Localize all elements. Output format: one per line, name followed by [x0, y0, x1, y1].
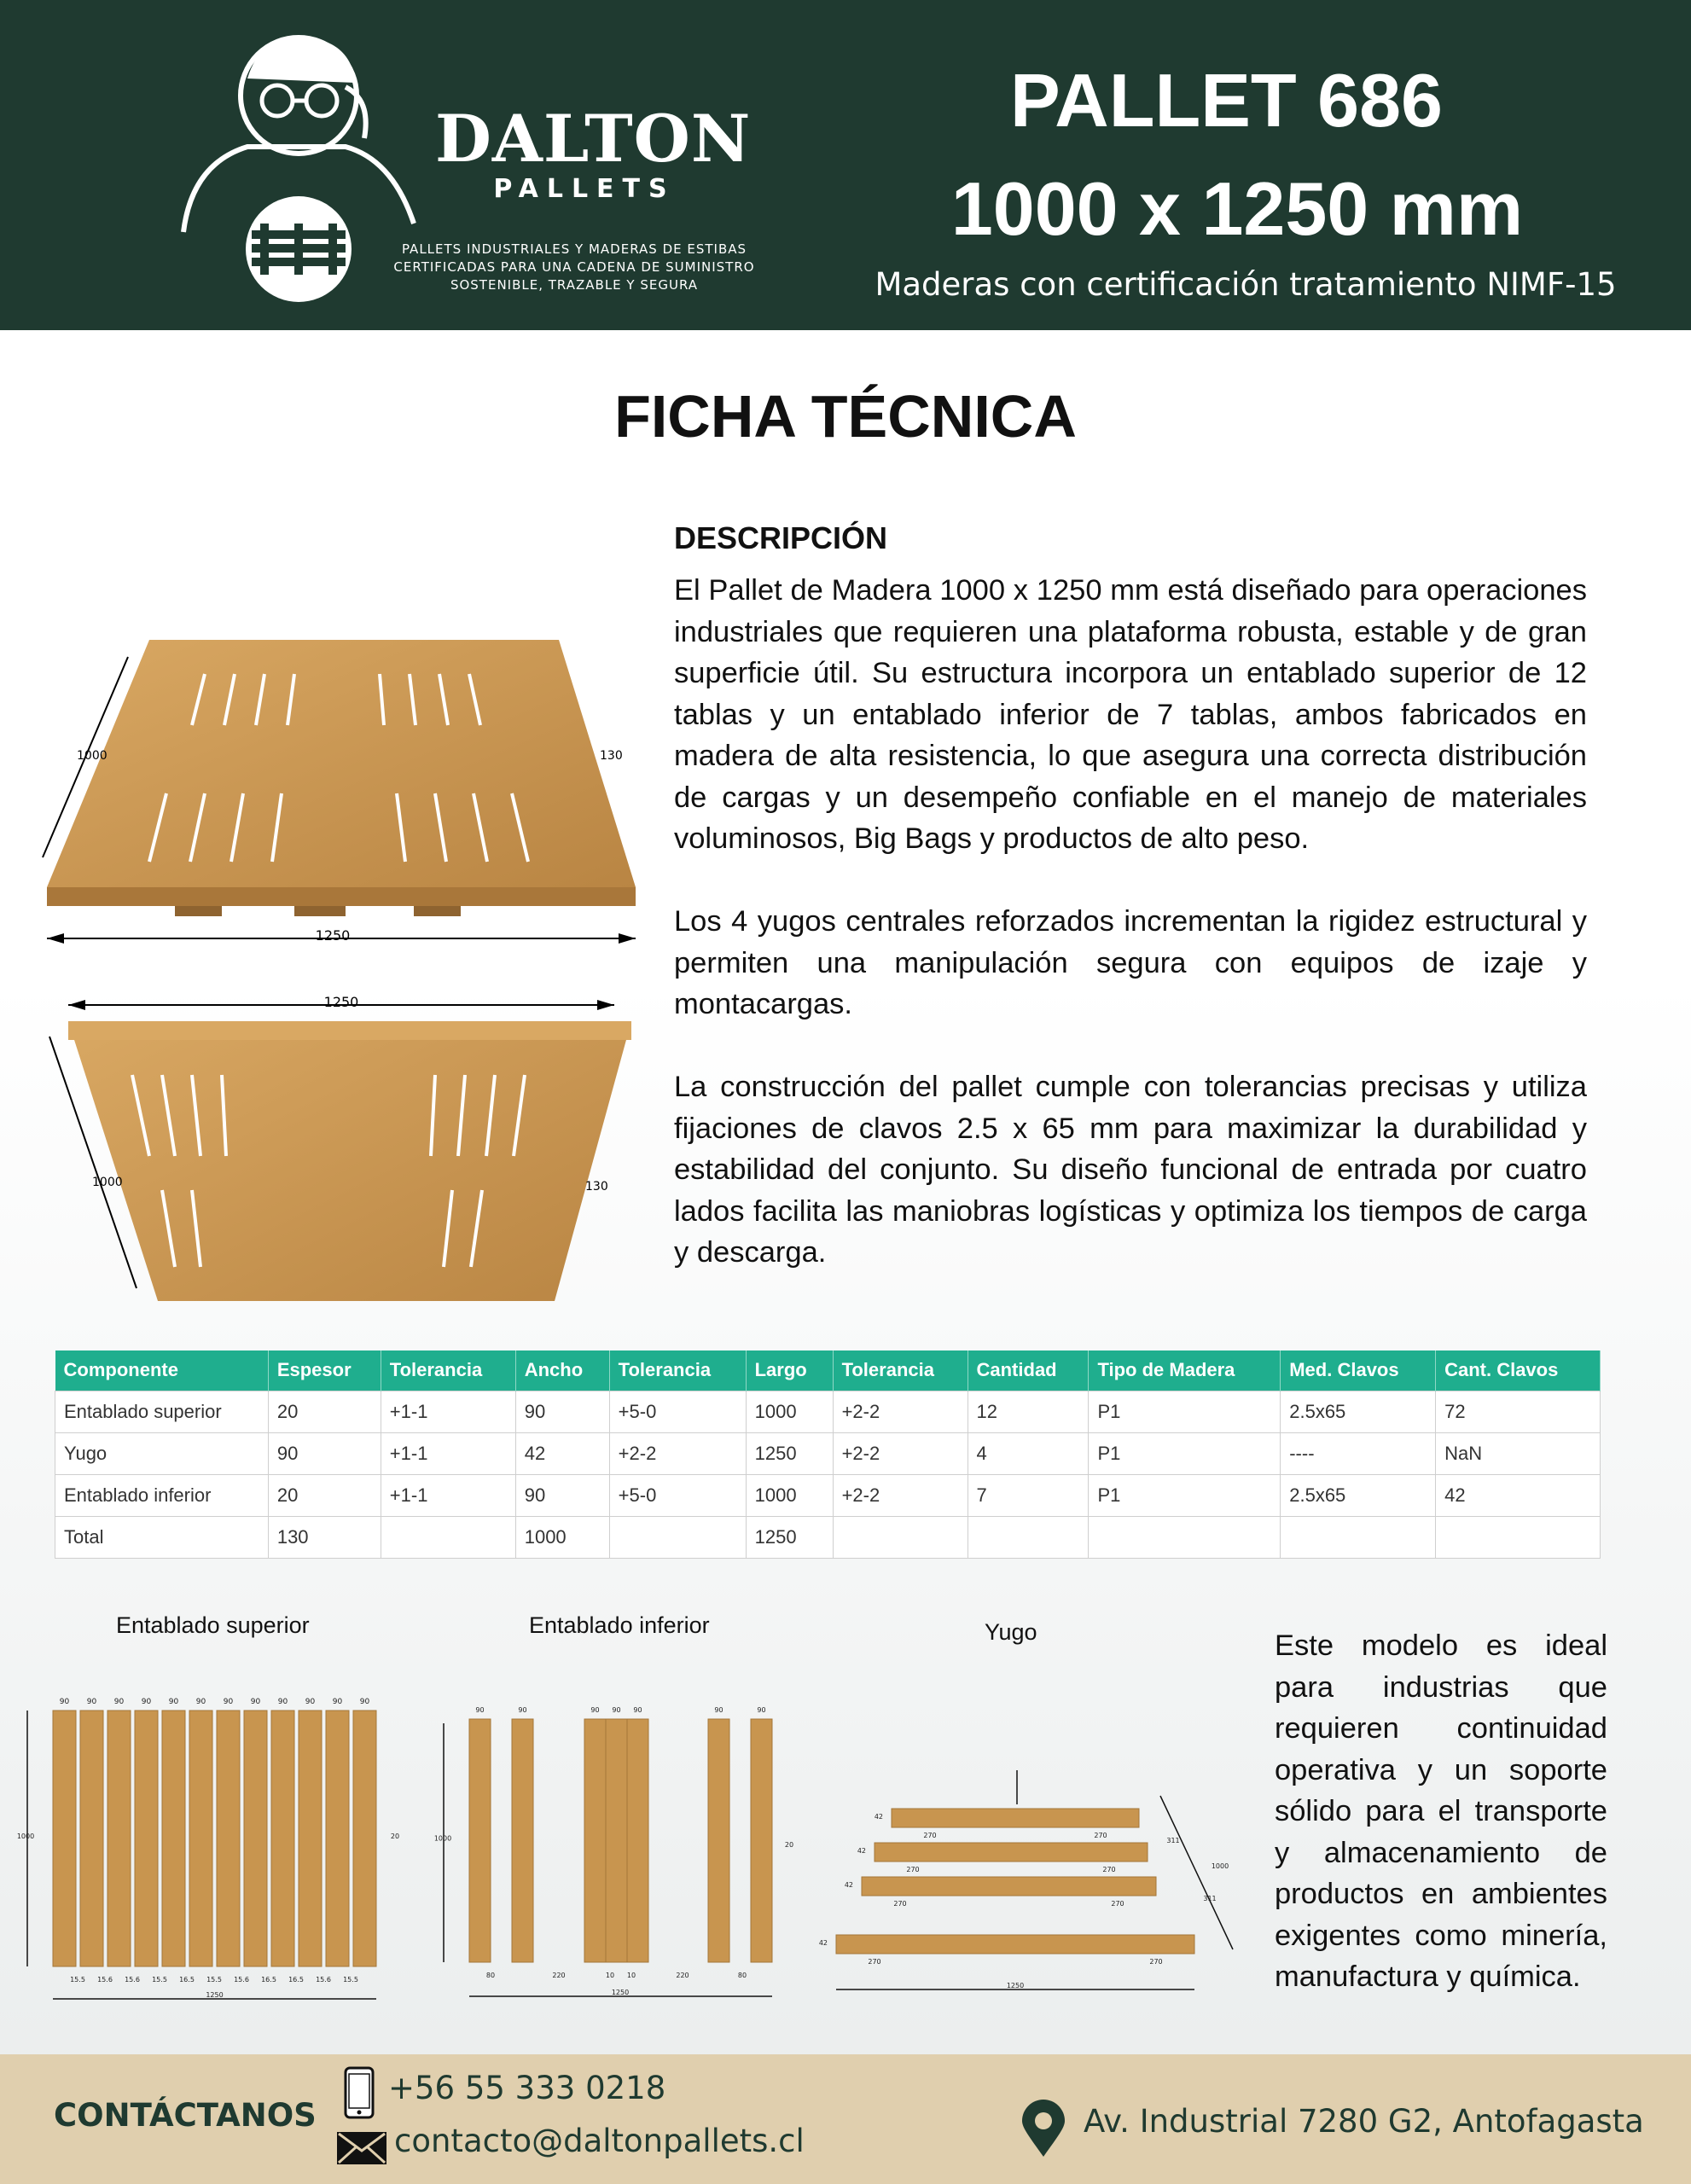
- board-width-label: 90: [141, 1698, 152, 1706]
- yugo-end-label: 270: [1102, 1866, 1116, 1873]
- yugo-end-label: 270: [906, 1866, 920, 1873]
- board-width-label: 90: [475, 1706, 485, 1714]
- table-cell: 7: [968, 1474, 1089, 1516]
- board-width-label: 90: [250, 1698, 261, 1706]
- board-width-label: 90: [277, 1698, 288, 1706]
- yugo-beam-mark: [892, 1809, 1139, 1827]
- header-banner: [0, 0, 1691, 330]
- board-width-label: 90: [714, 1706, 723, 1714]
- table-cell: P1: [1089, 1391, 1281, 1432]
- table-cell: 1000: [515, 1516, 609, 1558]
- spacing-label: 220: [552, 1972, 566, 1979]
- right-dim-label: 311: [1166, 1837, 1180, 1844]
- spacing-label: 80: [737, 1972, 747, 1979]
- product-size: 1000 x 1250 mm: [950, 166, 1524, 251]
- table-cell: [1281, 1516, 1436, 1558]
- entablado-inferior-diagram: [431, 1698, 794, 2013]
- board-mark: [469, 1719, 491, 1962]
- board-width-label: 90: [612, 1706, 621, 1714]
- board-width-label: 90: [633, 1706, 642, 1714]
- table-cell: 20: [268, 1474, 381, 1516]
- table-header-row: [55, 1350, 1601, 1391]
- table-cell: 12: [968, 1391, 1089, 1432]
- email-icon: [337, 2132, 386, 2164]
- yugo-end-label: 270: [923, 1832, 937, 1839]
- table-row: [55, 1516, 1601, 1558]
- column-header: Tolerancia: [381, 1350, 515, 1391]
- yugo-height-label: 42: [857, 1847, 866, 1855]
- board-width-label: 90: [518, 1706, 527, 1714]
- table-cell: 1250: [746, 1432, 833, 1474]
- product-title: PALLET 686: [1010, 58, 1443, 142]
- entablado-superior-diagram: [9, 1689, 418, 2022]
- table-cell: 72: [1436, 1391, 1601, 1432]
- board-mark: [584, 1719, 606, 1962]
- table-cell: [609, 1516, 746, 1558]
- right-dim-label: 311: [1203, 1895, 1217, 1902]
- footer: [0, 2054, 1691, 2184]
- table-cell: 42: [1436, 1474, 1601, 1516]
- yugo-end-label: 270: [1111, 1900, 1124, 1908]
- location-pin-icon: [1020, 2100, 1066, 2158]
- yugo-beam-mark: [875, 1843, 1148, 1862]
- thickness-label: 20: [784, 1841, 794, 1849]
- spacing-label: 80: [485, 1972, 496, 1979]
- table-cell: +5-0: [609, 1391, 746, 1432]
- board-width-label: 90: [195, 1698, 206, 1706]
- column-header: Tipo de Madera: [1089, 1350, 1281, 1391]
- description-paragraph: La construcción del pallet cumple con tolerancias precisas y utiliza fijaciones de clavos 2.5 x 65 mm para maximizar la durabilidad y estabilidad del conjunto. Su diseño funcional de entrada por cuatro lados facilita las maniobras logísticas y optimiza los tiempos de carga y descarga.: [674, 1071, 1587, 1269]
- yugo-diagram: [819, 1766, 1246, 2005]
- board-mark: [53, 1711, 76, 1966]
- address-text: Av. Industrial 7280 G2, Antofagasta: [1084, 2103, 1644, 2140]
- top-width-label: 1250: [315, 927, 351, 944]
- board-mark: [708, 1719, 729, 1962]
- table-cell: +1-1: [381, 1391, 515, 1432]
- table-cell: +1-1: [381, 1474, 515, 1516]
- yugo-height-label: 42: [844, 1881, 853, 1889]
- column-header: Cantidad: [968, 1350, 1089, 1391]
- width-label: 1250: [1006, 1982, 1025, 1989]
- top-depth-label: 1000: [77, 749, 108, 763]
- table-cell: +1-1: [381, 1432, 515, 1474]
- board-width-label: 90: [59, 1698, 70, 1706]
- table-cell: 90: [515, 1391, 609, 1432]
- yugo-beam-mark: [836, 1935, 1194, 1954]
- gap-label: 15.5: [70, 1976, 85, 1984]
- description-paragraph: Los 4 yugos centrales reforzados incrementan la rigidez estructural y permiten una manipulación segura con equipos de izaje y montacargas.: [674, 905, 1587, 1020]
- board-width-label: 90: [113, 1698, 125, 1706]
- table-row: [55, 1391, 1601, 1432]
- gap-label: 16.5: [261, 1976, 276, 1984]
- gap-label: 15.5: [343, 1976, 358, 1984]
- board-width-label: 90: [305, 1698, 316, 1706]
- table-cell: 2.5x65: [1281, 1391, 1436, 1432]
- table-cell: 1000: [746, 1391, 833, 1432]
- board-mark: [353, 1711, 376, 1966]
- column-header: Cant. Clavos: [1436, 1350, 1601, 1391]
- column-header: Componente: [55, 1350, 269, 1391]
- yugo-height-label: 42: [818, 1939, 828, 1947]
- bottom-width-label: 1250: [323, 994, 359, 1010]
- spacing-label: 10: [605, 1972, 615, 1979]
- board-mark: [80, 1711, 103, 1966]
- gap-label: 15.5: [152, 1976, 167, 1984]
- board-mark: [627, 1719, 648, 1962]
- table-cell: 2.5x65: [1281, 1474, 1436, 1516]
- table-cell: 20: [268, 1391, 381, 1432]
- board-mark: [217, 1711, 240, 1966]
- yugo-end-label: 270: [1094, 1832, 1107, 1839]
- table-cell: 130: [268, 1516, 381, 1558]
- board-mark: [162, 1711, 185, 1966]
- gap-label: 15.6: [97, 1976, 113, 1984]
- yugo-beam-mark: [862, 1877, 1156, 1896]
- width-label: 1250: [206, 1991, 224, 1999]
- board-width-label: 90: [590, 1706, 600, 1714]
- phone-icon: [344, 2066, 375, 2119]
- column-header: Tolerancia: [833, 1350, 968, 1391]
- gap-label: 15.6: [234, 1976, 249, 1984]
- gap-label: 15.5: [206, 1976, 222, 1984]
- column-header: Ancho: [515, 1350, 609, 1391]
- diagram-label-superior: Entablado superior: [116, 1612, 310, 1638]
- contact-label: CONTÁCTANOS: [54, 2097, 317, 2134]
- yugo-end-label: 270: [893, 1900, 907, 1908]
- brand-name: DALTON: [435, 101, 752, 177]
- table-cell: +2-2: [833, 1474, 968, 1516]
- email-link[interactable]: contacto@daltonpallets.cl: [394, 2123, 805, 2159]
- yugo-end-label: 270: [868, 1958, 881, 1966]
- pallet-bottom-view-image: [43, 985, 640, 1314]
- board-width-label: 90: [757, 1706, 766, 1714]
- table-cell: 4: [968, 1432, 1089, 1474]
- table-cell: 42: [515, 1432, 609, 1474]
- description-heading: DESCRIPCIÓN: [674, 520, 888, 555]
- table-cell: +2-2: [833, 1432, 968, 1474]
- column-header: Largo: [746, 1350, 833, 1391]
- column-header: Tolerancia: [609, 1350, 746, 1391]
- gap-label: 16.5: [288, 1976, 304, 1984]
- diagram-label-inferior: Entablado inferior: [529, 1612, 710, 1638]
- table-cell: +2-2: [609, 1432, 746, 1474]
- brand-subtitle: PALLETS: [493, 174, 676, 204]
- board-mark: [326, 1711, 349, 1966]
- table-cell: P1: [1089, 1432, 1281, 1474]
- table-cell: Total: [55, 1516, 269, 1558]
- ideal-use-text: Este modelo es ideal para industrias que requieren continuidad operativa y un soporte sólido para el transporte y almacenamiento de productos en ambientes exigentes como minería, manufactura y química.: [1275, 1629, 1607, 1993]
- pallet-top-view-image: [38, 623, 644, 947]
- width-label: 1250: [611, 1989, 630, 1996]
- board-mark: [189, 1711, 212, 1966]
- certification-text: Maderas con certificación tratamiento NIMF-15: [875, 266, 1617, 303]
- spacing-label: 10: [626, 1972, 636, 1979]
- table-cell: Entablado superior: [55, 1391, 269, 1432]
- board-width-label: 90: [86, 1698, 97, 1706]
- table-cell: P1: [1089, 1474, 1281, 1516]
- bottom-depth-label: 1000: [92, 1176, 123, 1189]
- board-mark: [606, 1719, 627, 1962]
- diagram-label-yugo: Yugo: [985, 1619, 1037, 1645]
- bottom-height-label: 130: [585, 1180, 608, 1194]
- table-cell: NaN: [1436, 1432, 1601, 1474]
- table-cell: [381, 1516, 515, 1558]
- table-cell: [1089, 1516, 1281, 1558]
- table-cell: ----: [1281, 1432, 1436, 1474]
- height-label: 1000: [433, 1834, 452, 1843]
- spec-table: [55, 1350, 1601, 1559]
- column-header: Med. Clavos: [1281, 1350, 1436, 1391]
- description-paragraph: El Pallet de Madera 1000 x 1250 mm está diseñado para operaciones industriales que requieren una plataforma robusta, estable y de gran superficie útil. Su estructura incorpora un entablado superior de 12 tablas y un entablado inferior de 7 tablas, ambos fabricados en madera de alta resistencia, lo que asegura una correcta distribución de cargas y un desempeño confiable en el manejo de materiales voluminosos, Big Bags y productos de alto peso.: [674, 574, 1587, 855]
- phone-link[interactable]: +56 55 333 0218: [388, 2070, 666, 2106]
- gap-label: 16.5: [179, 1976, 195, 1984]
- table-cell: 1250: [746, 1516, 833, 1558]
- height-label: 1000: [16, 1833, 35, 1840]
- brand-tagline: PALLETS INDUSTRIALES Y MADERAS DE ESTIBAS CERTIFICADAS PARA UNA CADENA DE SUMINISTRO SOSTENIBLE, TRAZABLE Y SEGURA: [393, 241, 755, 293]
- spacing-label: 220: [676, 1972, 689, 1979]
- board-mark: [135, 1711, 158, 1966]
- top-height-label: 130: [600, 749, 623, 763]
- board-width-label: 90: [168, 1698, 179, 1706]
- thickness-label: 20: [390, 1833, 400, 1840]
- gap-label: 15.6: [316, 1976, 331, 1984]
- table-cell: Yugo: [55, 1432, 269, 1474]
- depth-label: 1000: [1211, 1862, 1229, 1870]
- board-width-label: 90: [359, 1698, 370, 1706]
- board-mark: [751, 1719, 772, 1962]
- depth-dimension-line: [1160, 1796, 1233, 1949]
- table-cell: Entablado inferior: [55, 1474, 269, 1516]
- column-header: Espesor: [268, 1350, 381, 1391]
- board-mark: [512, 1719, 533, 1962]
- board-mark: [108, 1711, 131, 1966]
- table-cell: [1436, 1516, 1601, 1558]
- board-mark: [271, 1711, 294, 1966]
- table-row: [55, 1432, 1601, 1474]
- table-cell: +5-0: [609, 1474, 746, 1516]
- board-mark: [244, 1711, 267, 1966]
- board-mark: [299, 1711, 322, 1966]
- table-row: [55, 1474, 1601, 1516]
- page-title: FICHA TÉCNICA: [614, 383, 1077, 450]
- table-cell: 90: [268, 1432, 381, 1474]
- board-width-label: 90: [223, 1698, 234, 1706]
- table-cell: [833, 1516, 968, 1558]
- description-body: [674, 570, 1587, 1315]
- table-cell: 1000: [746, 1474, 833, 1516]
- gap-label: 15.6: [125, 1976, 140, 1984]
- table-cell: +2-2: [833, 1391, 968, 1432]
- yugo-end-label: 270: [1149, 1958, 1163, 1966]
- board-width-label: 90: [332, 1698, 343, 1706]
- yugo-height-label: 42: [874, 1813, 883, 1821]
- table-cell: 90: [515, 1474, 609, 1516]
- table-cell: [968, 1516, 1089, 1558]
